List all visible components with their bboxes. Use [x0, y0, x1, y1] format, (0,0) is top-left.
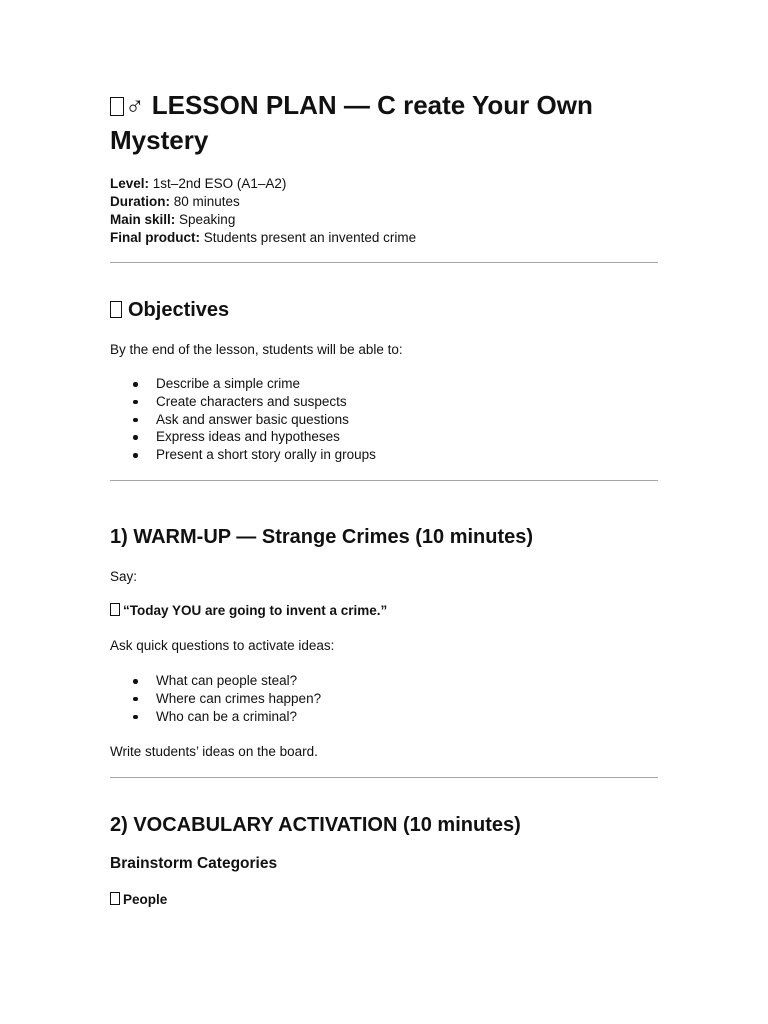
- list-item: Ask and answer basic questions: [110, 411, 376, 429]
- meta-main-skill: Main skill: Speaking: [110, 212, 236, 227]
- missing-glyph-icon: [110, 603, 120, 616]
- missing-glyph-icon: [110, 301, 122, 318]
- list-item: Where can crimes happen?: [110, 690, 321, 708]
- missing-glyph-icon: [110, 97, 124, 116]
- lesson-meta: [110, 175, 416, 247]
- list-item: Present a short story orally in groups: [110, 446, 376, 464]
- objectives-heading: Objectives: [110, 297, 229, 323]
- page-title: [110, 88, 658, 158]
- warmup-ask: Ask quick questions to activate ideas:: [110, 638, 335, 653]
- list-item: Who can be a criminal?: [110, 708, 321, 726]
- list-item: Express ideas and hypotheses: [110, 428, 376, 446]
- vocabulary-heading: 2) VOCABULARY ACTIVATION (10 minutes): [110, 814, 521, 836]
- list-item: What can people steal?: [110, 672, 321, 690]
- warmup-say: Say:: [110, 569, 138, 584]
- title-icon-glyph: ♂: [125, 90, 145, 120]
- meta-duration: Duration: 80 minutes: [110, 194, 240, 209]
- list-item: Describe a simple crime: [110, 375, 376, 393]
- objectives-intro: By the end of the lesson, students will be able to:: [110, 342, 403, 357]
- meta-final-product: Final product: Students present an invented crime: [110, 230, 417, 245]
- section-divider: [110, 777, 658, 778]
- title-text: LESSON PLAN — C reate Your Own Mystery: [110, 90, 593, 155]
- section-divider: [110, 262, 658, 263]
- warmup-heading: 1) WARM-UP — Strange Crimes (10 minutes): [110, 526, 534, 548]
- warmup-questions-list: [110, 672, 321, 725]
- meta-level: Level: 1st–2nd ESO (A1–A2): [110, 176, 287, 191]
- objectives-list: [110, 375, 376, 464]
- vocabulary-subheading: Brainstorm Categories: [110, 855, 278, 872]
- warmup-quote: “Today YOU are going to invent a crime.”: [110, 602, 387, 620]
- section-divider: [110, 480, 658, 481]
- missing-glyph-icon: [110, 892, 120, 905]
- warmup-board-note: Write students’ ideas on the board.: [110, 744, 318, 759]
- vocabulary-category: People: [110, 891, 167, 909]
- list-item: Create characters and suspects: [110, 393, 376, 411]
